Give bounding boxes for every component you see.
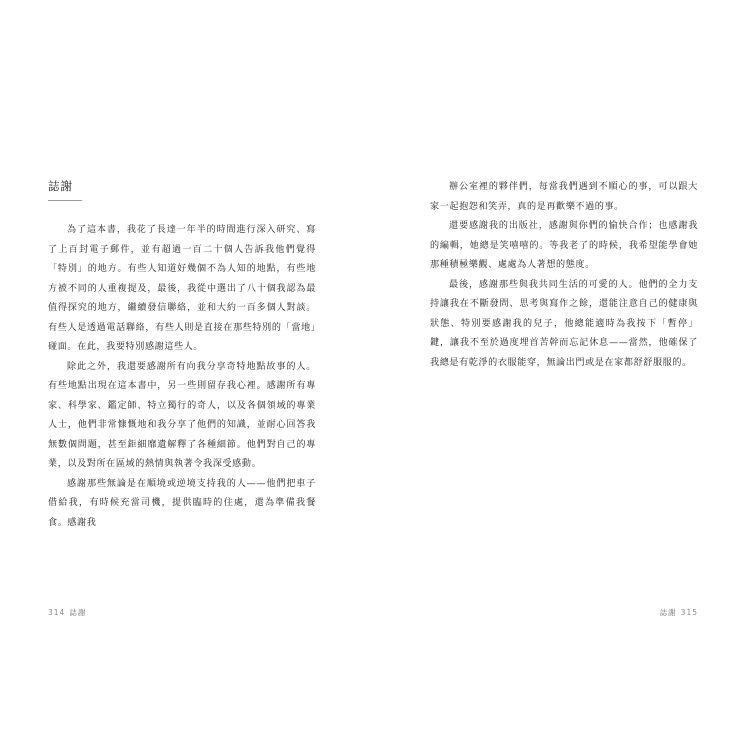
paragraph: 辦公室裡的夥伴們，每當我們遇到不順心的事，可以跟大家一起抱怨和笑弄，真的是再歡樂不過的事。 bbox=[430, 182, 698, 212]
paragraph: 最後，感謝那些與我共同生活的可愛的人。他們的全力支持讓我在不斷發問、思考與寫作之餘，還能注意自己的健康與狀態、特別要感謝我的兒子，他總能適時為我按下「暫停」鍵，讓我不至於過度埋首苦幹而忘記休息——當然，他確保了我總是有乾淨的衣服能穿，無論出門或是在家都舒舒服服的。 bbox=[430, 279, 698, 368]
left-page-text-column bbox=[48, 178, 316, 533]
paragraph: 除此之外，我還要感謝所有向我分享奇特地點故事的人。有些地點出現在這本書中，另一些則留存我心裡。感謝所有專家、科學家、鑑定師、特立獨行的奇人，以及各個領域的專業人士，他們非常慷慨地和我分享了他們的知識，並耐心回答我無數個問題，甚至鉅細靡遺解釋了各種細節。他們對自己的專業，以及對所在區域的熱情與執著令我深受感動。 bbox=[48, 361, 316, 469]
right-page-text-column bbox=[430, 178, 698, 373]
page-number: 315 bbox=[680, 608, 698, 617]
folio-left bbox=[48, 607, 86, 618]
right-page bbox=[375, 0, 750, 750]
paragraph: 為了這本書，我花了長達一年半的時間進行深入研究、寫了上百封電子郵件，並有超過一百二十個人告訴我他們覺得「特別」的地方。有些人知道好幾個不為人知的地點，有些地方被不同的人重複提及，最後，我從中選出了八十個我認為最值得探究的地方，繼續發信聯絡，並和大約一百多個人對談。有些人是透過電話聯絡，有些人則是直接在那些特別的「當地」碰面。在此，我要特別感謝這些人。 bbox=[48, 225, 316, 352]
folio-label: 誌謝 bbox=[659, 608, 677, 617]
page-number: 314 bbox=[48, 608, 66, 617]
folio-right bbox=[660, 607, 698, 618]
title-divider bbox=[48, 200, 82, 201]
folio-label: 誌謝 bbox=[69, 608, 87, 617]
paragraph: 感謝那些無論是在順境或逆境支持我的人——他們把車子借給我，有時候充當司機，提供臨時的住處，還為準備我餐食。感謝我 bbox=[48, 478, 316, 528]
paragraph: 還要感謝我的出版社，感謝與你們的愉快合作；也感謝我的編輯，她總是笑嘻嘻的。等我老了的時候，我希望能學會她那種積極樂觀、處處為人著想的態度。 bbox=[430, 221, 698, 270]
page-title: 誌謝 bbox=[48, 179, 73, 193]
